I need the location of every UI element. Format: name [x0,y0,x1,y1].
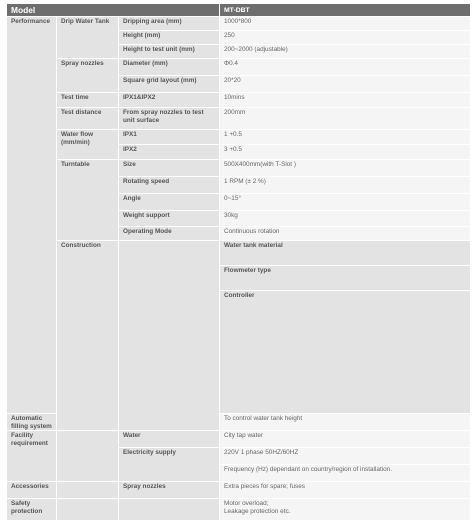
param-value: 20*20 [220,76,471,93]
category-safety-protection: Safety protection [7,499,57,521]
table-row [7,108,471,130]
param-value: 3 +0.5 [220,145,471,160]
param-label: From spray nozzles to test unit surface [119,108,220,130]
model-value-header: MT-DBT [220,4,471,17]
param-label: Height (mm) [119,31,220,45]
table-row [7,17,471,31]
param-label: IPX1 [119,130,220,145]
param-label: Electricity supply [119,448,220,482]
table-row [7,431,471,448]
group-test-distance: Test distance [57,108,119,130]
param-label: Controller [220,290,471,414]
param-value: 1 RPM (± 2 %) [220,177,471,194]
param-value: Frequency (Hz) dependant on country/region of installation. [220,465,471,482]
empty-cell [119,241,220,431]
empty-cell [57,431,119,482]
param-label: Operating Mode [119,227,220,241]
param-value: Extra pieces for spare; fuses [220,482,471,499]
spec-table [6,3,471,521]
table-row [7,241,471,266]
table-header-row [7,4,471,17]
empty-cell [119,499,220,521]
param-label: IPX2 [119,145,220,160]
table-row [7,499,471,521]
param-value: 200~2000 (adjustable) [220,45,471,59]
model-header: Model [7,4,220,17]
param-label: IPX1&IPX2 [119,93,220,108]
param-value: 0~15° [220,194,471,211]
param-label: Rotating speed [119,177,220,194]
param-label: Angle [119,194,220,211]
safety-line-2: Leakage protection etc. [224,507,291,515]
category-construction: Construction [57,241,119,431]
param-label: Dripping area (mm) [119,17,220,31]
param-value: To control water tank height [220,414,471,431]
param-label: Water tank material [220,241,471,266]
group-spray-nozzles: Spray nozzles [57,59,119,93]
category-accessories: Accessories [7,482,57,499]
param-value: 30kg [220,211,471,227]
param-value: Φ0.4 [220,59,471,76]
param-value: 500X400mm(with T-Slot ) [220,160,471,177]
param-value: 10mins [220,93,471,108]
empty-cell [57,499,119,521]
param-label: Height to test unit (mm) [119,45,220,59]
param-value: 200mm [220,108,471,130]
table-row [7,59,471,76]
category-performance: Performance [7,17,57,414]
param-label: Square grid layout (mm) [119,76,220,93]
param-label: Automatic filling system [7,414,57,431]
param-value: Continuous rotation [220,227,471,241]
param-value: 250 [220,31,471,45]
table-row [7,93,471,108]
param-label: Spray nozzles [119,482,220,499]
param-value: City tap water [220,431,471,448]
safety-line-1: Motor overload; [224,500,269,508]
param-label: Water [119,431,220,448]
group-test-time: Test time [57,93,119,108]
param-value: 1000*800 [220,17,471,31]
group-turntable: Turntable [57,160,119,241]
group-drip-water-tank: Drip Water Tank [57,17,119,59]
param-value: 220V 1 phase 50HZ/60HZ [220,448,471,465]
param-value: 1 +0.5 [220,130,471,145]
param-label: Weight support [119,211,220,227]
category-facility-requirement: Facility requirement [7,431,57,482]
param-label: Flowmeter type [220,265,471,290]
param-label: Diameter (mm) [119,59,220,76]
group-water-flow: Water flow (mm/min) [57,130,119,160]
table-row [7,160,471,177]
empty-cell [57,482,119,499]
table-row [7,482,471,499]
param-label: Size [119,160,220,177]
param-value [220,499,471,521]
table-row [7,130,471,145]
